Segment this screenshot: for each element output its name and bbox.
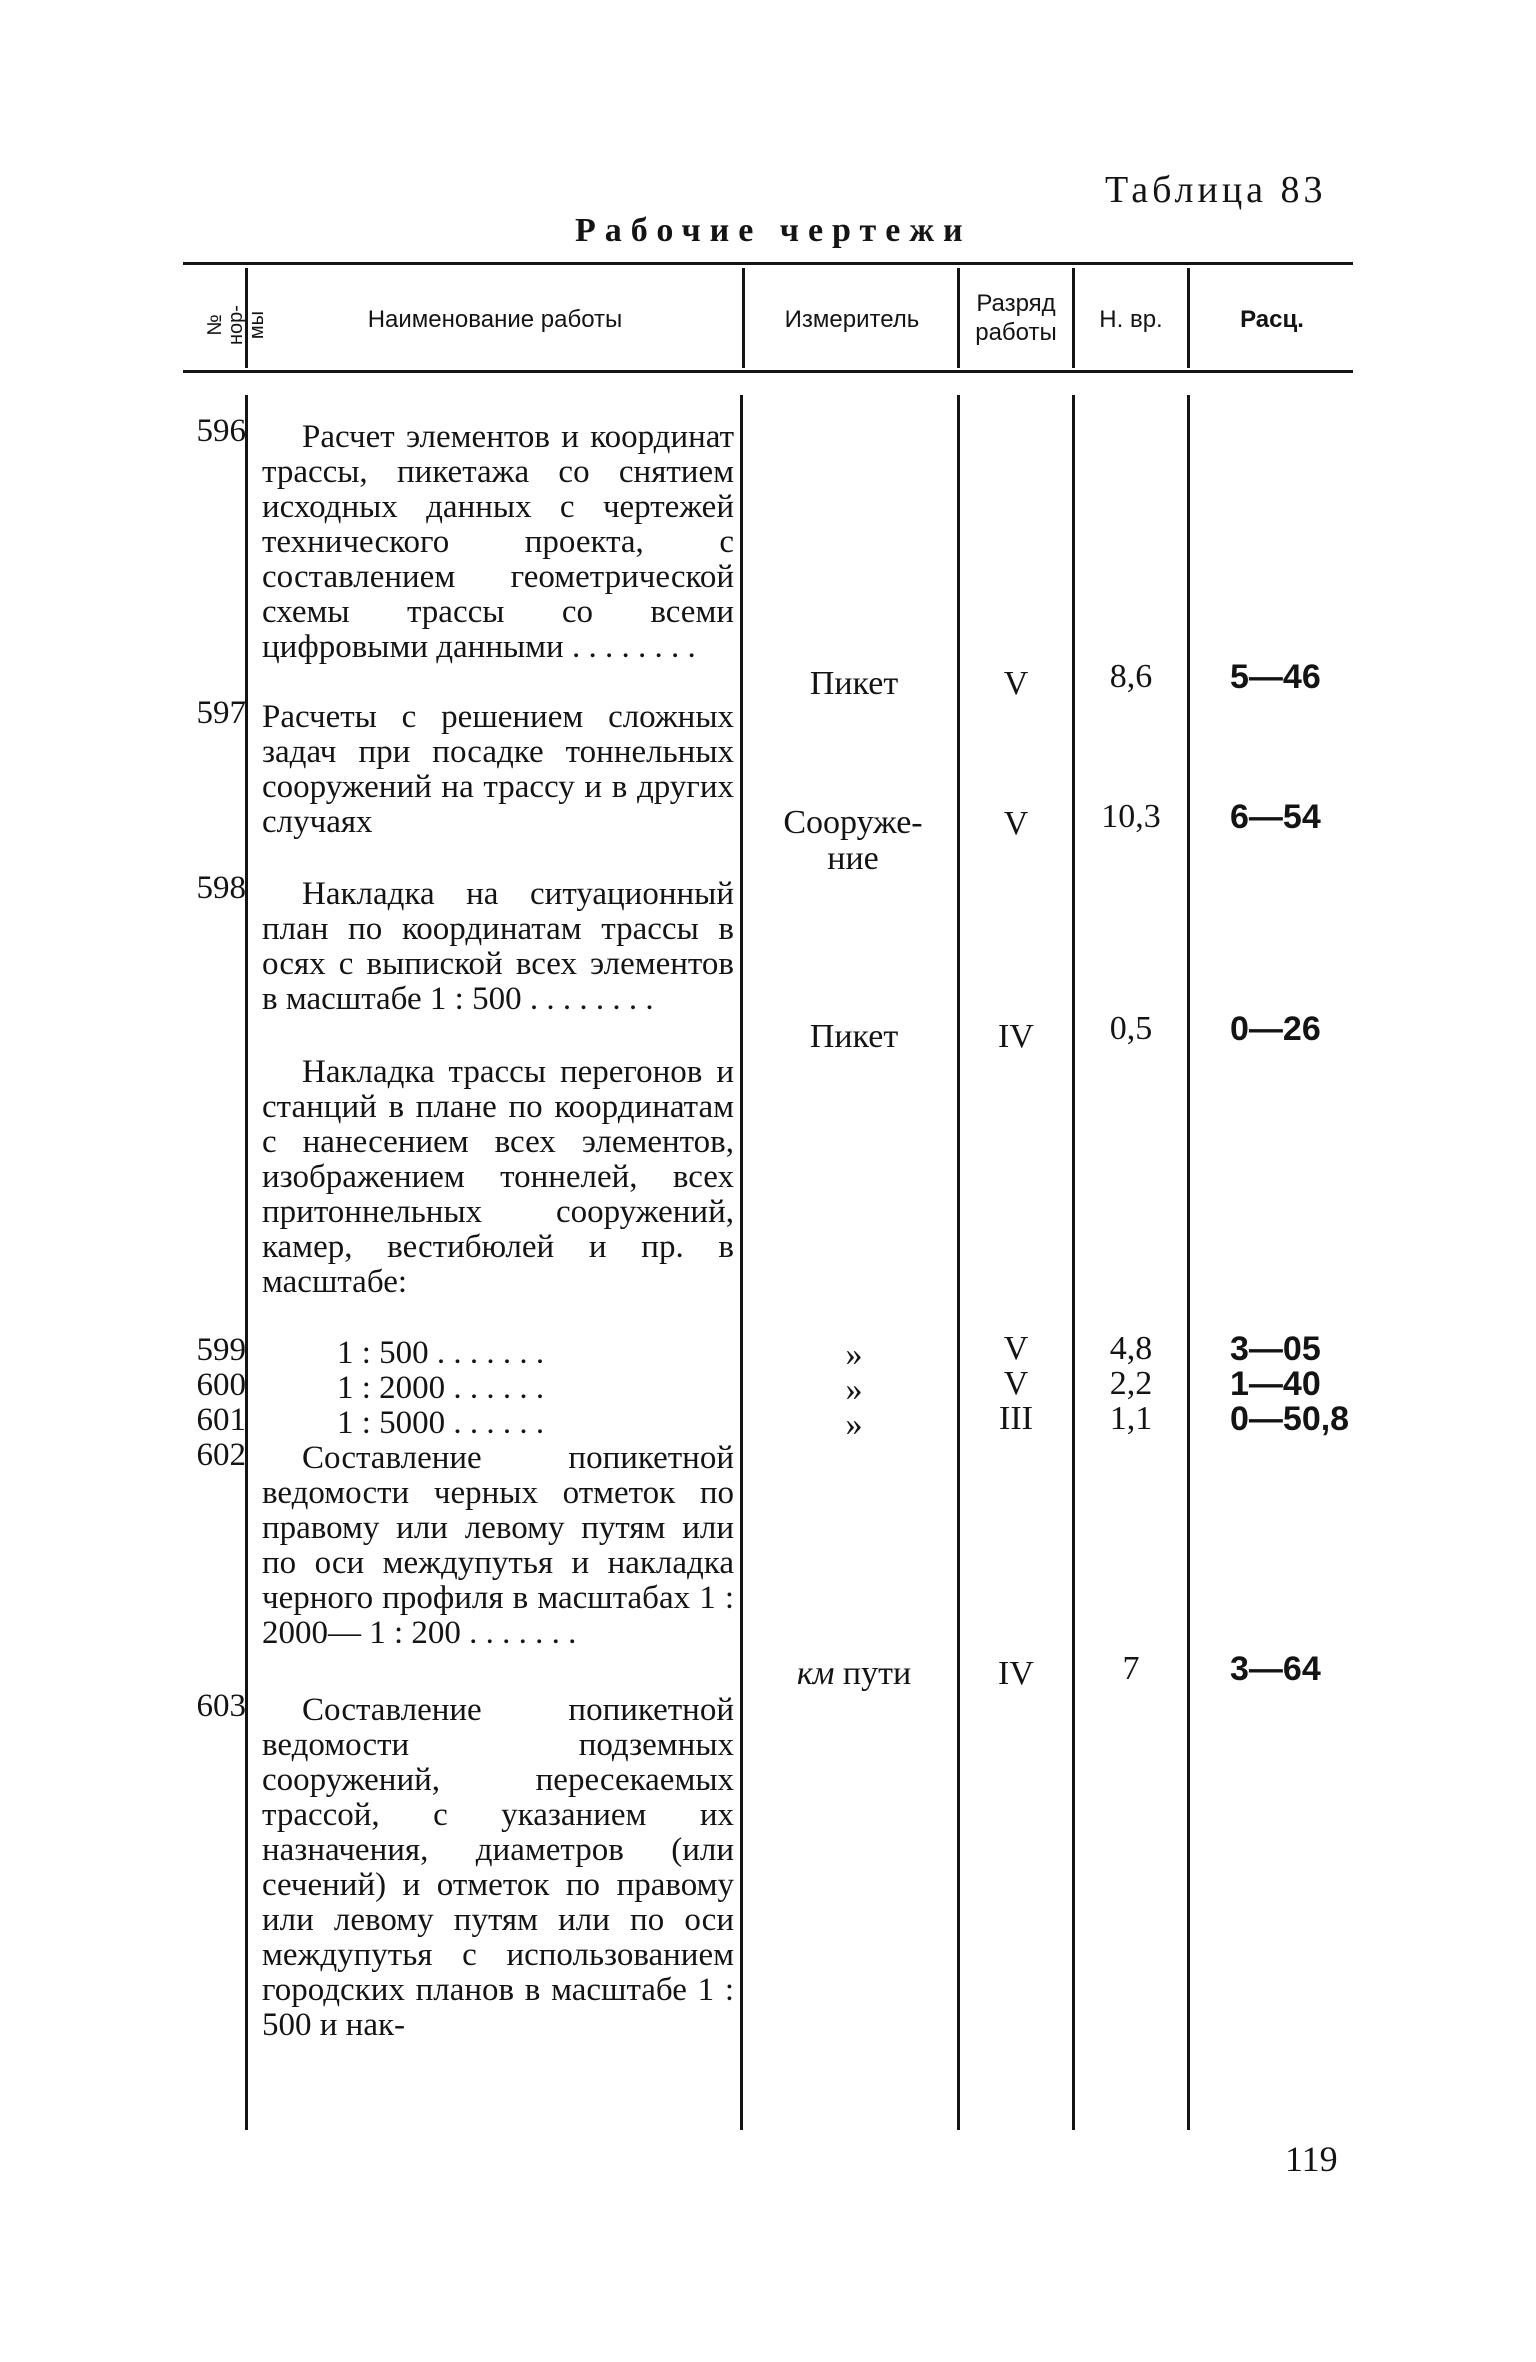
body-col-divider [957, 395, 960, 2130]
norm-number: 600 [196, 1367, 246, 1403]
body-col-divider [1072, 395, 1075, 2130]
price-cell: 0—50,8 [1230, 1400, 1350, 1438]
price-cell: 3—05 [1230, 1330, 1321, 1368]
price-cell: 5—46 [1230, 658, 1321, 696]
norm-number: 596 [196, 413, 246, 449]
work-description: Расчеты с решением сложных задач при посадке тоннельных сооружений на трассу и в других случаях [262, 699, 734, 840]
header-price: Расц. [1240, 306, 1304, 333]
grade-cell: IV [998, 1655, 1034, 1692]
price-cell: 3—64 [1230, 1650, 1321, 1688]
grade-cell: V [1003, 805, 1029, 842]
norm-number: 603 [196, 1688, 246, 1724]
unit-cell: Пикет [809, 1018, 899, 1055]
table-title: Рабочие чертежи [575, 212, 972, 249]
header-col-divider [1187, 268, 1190, 368]
header-bottom-rule [183, 370, 1353, 373]
unit-cell: » [845, 1406, 863, 1443]
page-number: 119 [1285, 2139, 1338, 2179]
grade-cell: V [1003, 1365, 1029, 1402]
norm-cell: 0,5 [1109, 1010, 1153, 1047]
work-description: Накладка трассы перегонов и станций в плане по координатам с нанесением всех элементов, изображением тоннелей, всех притоннельных сооружений, камер, вестибюлей и пр. в масштабе: [262, 1054, 734, 1300]
norm-number: 599 [196, 1332, 246, 1368]
grade-cell: III [999, 1400, 1033, 1437]
work-description: Расчет элементов и координат трассы, пикетажа со снятием исходных данных с чертежей технического проекта, с составлением геометрической схемы трассы со всеми цифровыми данными . . . . . . . . [262, 419, 734, 665]
norm-cell: 1,1 [1109, 1400, 1153, 1437]
work-description: Составление попикетной ведомости подземных сооружений, пересекаемых трассой, с указанием их назначения, диаметров (или сечений) и отметок по правому или левому путям или по оси междупутья с использованием городских планов в масштабе 1 : 500 и нак- [262, 1692, 734, 2043]
norm-cell: 2,2 [1109, 1365, 1153, 1402]
body-col-divider [1187, 395, 1190, 2130]
work-description: 1 : 500 . . . . . . . [337, 1335, 545, 1371]
price-cell: 1—40 [1230, 1365, 1321, 1403]
table-top-rule [183, 262, 1353, 265]
work-description: 1 : 5000 . . . . . . [337, 1405, 545, 1441]
header-col-divider [1072, 268, 1075, 368]
work-description: 1 : 2000 . . . . . . [337, 1370, 545, 1406]
unit-cell: Сооруже-ние [783, 804, 923, 877]
header-norm: Н. вр. [1099, 306, 1163, 333]
norm-number: 601 [196, 1402, 246, 1438]
grade-cell: IV [998, 1018, 1034, 1055]
header-number: № нор-мы [204, 305, 268, 345]
header-col-divider [742, 268, 745, 368]
body-col-divider [740, 395, 743, 2130]
price-cell: 6—54 [1230, 798, 1321, 836]
norm-cell: 7 [1122, 1650, 1140, 1687]
unit-cell [748, 1655, 960, 1693]
work-description: Составление попикетной ведомости черных отметок по правому или левому путям или по оси междупутья и накладка черного профиля в масштабах 1 : 2000— 1 : 200 . . . . . . . [262, 1440, 734, 1651]
norm-number: 597 [196, 695, 246, 731]
unit-text: пути [842, 1655, 912, 1692]
header-col-divider [957, 268, 960, 368]
body-col-divider [245, 395, 248, 2130]
grade-cell: V [1003, 1330, 1029, 1367]
unit-cell: Пикет [809, 665, 899, 702]
unit-cell: » [845, 1371, 863, 1408]
grade-cell: V [1003, 665, 1029, 702]
norm-cell: 8,6 [1109, 658, 1153, 695]
norm-cell: 4,8 [1109, 1330, 1153, 1367]
unit-italic: км [796, 1655, 835, 1692]
header-grade: Разряд работы [975, 290, 1057, 346]
norm-number: 602 [196, 1437, 246, 1473]
norm-number: 598 [196, 870, 246, 906]
price-cell: 0—26 [1230, 1010, 1321, 1048]
header-unit: Измеритель [784, 306, 920, 333]
work-description: Накладка на ситуационный план по координатам трассы в осях с выпиской всех элементов в масштабе 1 : 500 . . . . . . . . [262, 876, 734, 1017]
table-caption: Таблица 83 [1105, 169, 1327, 211]
unit-cell: » [845, 1336, 863, 1373]
norm-cell: 10,3 [1101, 798, 1161, 835]
header-name: Наименование работы [367, 306, 623, 333]
